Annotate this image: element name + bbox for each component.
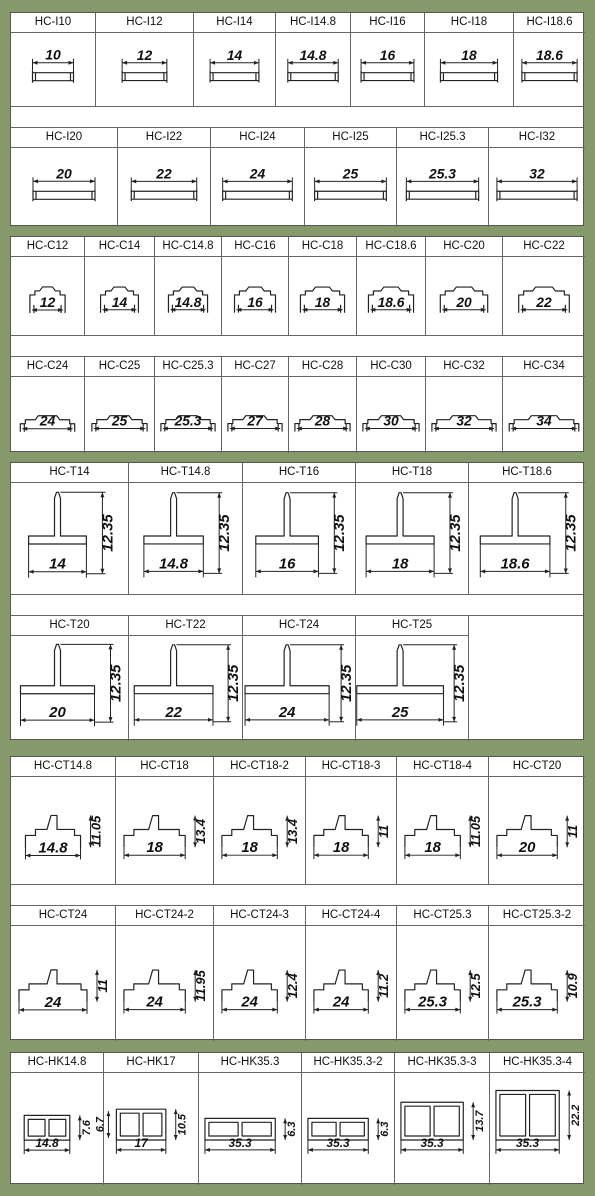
profile-cell xyxy=(115,906,213,1041)
profile-label: HC-C14 xyxy=(85,237,154,257)
profile-cell xyxy=(117,128,210,227)
profile-cell xyxy=(213,757,305,884)
profile-drawing xyxy=(11,483,128,594)
profile-label: HC-T20 xyxy=(11,616,128,636)
profile-cell xyxy=(425,237,502,335)
profile-drawing xyxy=(305,148,396,227)
profile-label: HC-C24 xyxy=(11,357,84,377)
profile-cell xyxy=(468,463,585,594)
i-profile-shape xyxy=(122,71,167,83)
dimension-label: 20 xyxy=(456,293,472,310)
dimension-label: 7.6 xyxy=(80,1120,93,1136)
profile-cell xyxy=(502,357,585,453)
profile-drawing xyxy=(116,926,213,1041)
dimension-label: 18 xyxy=(461,46,477,63)
dimension-label: 14 xyxy=(49,555,66,573)
dimension-label: 6.3 xyxy=(379,1121,392,1137)
profile-cell xyxy=(84,237,154,335)
profile-label: HC-C28 xyxy=(289,357,356,377)
profile-label: HC-CT18-3 xyxy=(306,757,396,777)
dimension-label: 12.35 xyxy=(107,664,125,703)
profile-drawing xyxy=(514,33,585,106)
profile-label: HC-C22 xyxy=(503,237,585,257)
profile-label: HC-T18 xyxy=(356,463,468,483)
profile-label: HC-T16 xyxy=(243,463,355,483)
profile-cell xyxy=(489,1053,585,1185)
dimension-label: 18 xyxy=(314,294,331,310)
dimension-label: 24 xyxy=(241,994,258,1011)
profile-drawing xyxy=(11,636,128,741)
profile-drawing xyxy=(289,377,356,453)
dimension-label: 34 xyxy=(536,412,552,429)
profile-drawing xyxy=(395,1073,489,1185)
profile-label: HC-I22 xyxy=(118,128,210,148)
profile-label: HC-HK35.3-3 xyxy=(395,1053,489,1073)
profile-cell xyxy=(242,463,355,594)
dimension-label: 11.05 xyxy=(88,815,104,848)
profile-label: HC-I24 xyxy=(211,128,304,148)
profile-label: HC-I14.8 xyxy=(276,13,350,33)
profile-label: HC-I25.3 xyxy=(397,128,488,148)
profile-cell xyxy=(425,357,502,453)
profile-cell xyxy=(301,1053,394,1185)
profile-cell xyxy=(210,128,304,227)
t-profile-row xyxy=(11,615,583,741)
dimension-label: 24 xyxy=(146,994,163,1011)
i-profile-shape xyxy=(223,189,293,201)
profile-label: HC-C14.8 xyxy=(155,237,221,257)
profile-cell xyxy=(198,1053,301,1185)
dimension-label: 11.95 xyxy=(193,970,209,1002)
row-spacer xyxy=(11,884,583,906)
profile-label: HC-C30 xyxy=(357,357,425,377)
dimension-label: 14.8 xyxy=(38,839,68,857)
dimension-label: 12.35 xyxy=(339,664,356,702)
profile-cell xyxy=(154,237,221,335)
profile-cell xyxy=(11,616,128,741)
i-profile-shape xyxy=(33,189,95,201)
profile-cell xyxy=(305,757,396,884)
profile-drawing xyxy=(214,777,305,884)
dimension-label: 25 xyxy=(111,413,128,429)
profile-drawing xyxy=(11,926,115,1041)
hk-profile-shape xyxy=(401,1102,463,1140)
dimension-label: 11 xyxy=(376,824,392,839)
profile-cell xyxy=(221,237,288,335)
profile-cell xyxy=(221,357,288,453)
profile-drawing xyxy=(85,377,154,453)
dimension-label: 18 xyxy=(424,840,441,857)
profile-label: HC-CT14.8 xyxy=(11,757,115,777)
profile-drawing xyxy=(11,377,84,453)
dimension-label: 18.6 xyxy=(377,294,405,310)
profile-drawing xyxy=(199,1073,301,1185)
profile-cell xyxy=(11,13,95,106)
profile-label: HC-C27 xyxy=(222,357,288,377)
hk-profile-shape xyxy=(496,1091,559,1140)
c-profile-panel xyxy=(10,236,584,452)
dimension-label: 24 xyxy=(332,994,350,1011)
dimension-label: 14.8 xyxy=(174,294,202,310)
profile-drawing xyxy=(490,1073,585,1185)
profile-label: HC-T18.6 xyxy=(469,463,585,483)
profile-label: HC-C25 xyxy=(85,357,154,377)
dimension-label: 12.5 xyxy=(468,973,484,999)
profile-label: HC-I18 xyxy=(425,13,513,33)
profile-drawing xyxy=(503,377,585,453)
dimension-label: 12.35 xyxy=(217,514,234,552)
t-profile-panel xyxy=(10,462,584,740)
dimension-label: 14.8 xyxy=(35,1136,59,1151)
profile-label: HC-C25.3 xyxy=(155,357,221,377)
profile-cell xyxy=(95,13,193,106)
i-profile-shape xyxy=(361,71,414,83)
profile-cell xyxy=(128,463,242,594)
profile-label: HC-HK17 xyxy=(104,1053,198,1073)
profile-drawing xyxy=(214,926,305,1041)
dimension-label: 18.6 xyxy=(500,556,530,573)
profile-label: HC-C18.6 xyxy=(357,237,425,257)
profile-label: HC-CT18-4 xyxy=(397,757,488,777)
profile-cell xyxy=(94,1053,198,1185)
profile-cell xyxy=(355,616,468,741)
profile-label: HC-CT18 xyxy=(116,757,213,777)
profile-label: HC-T24 xyxy=(243,616,355,636)
profile-drawing xyxy=(194,33,275,106)
profile-cell xyxy=(488,757,585,884)
dimension-label: 24 xyxy=(278,704,296,721)
profile-drawing xyxy=(302,1073,394,1185)
profile-label: HC-T14.8 xyxy=(129,463,242,483)
dimension-label: 12 xyxy=(39,293,56,310)
profile-cell xyxy=(11,128,117,227)
profile-drawing xyxy=(243,636,355,741)
profile-drawing xyxy=(426,257,502,335)
profile-cell xyxy=(11,237,84,335)
profile-cell xyxy=(396,757,488,884)
dimension-label: 12.35 xyxy=(332,514,349,552)
profile-cell xyxy=(356,357,425,453)
dimension-label: 18 xyxy=(391,556,409,573)
i-profile-shape xyxy=(33,71,74,83)
dimension-label: 12.35 xyxy=(99,514,117,552)
profile-cell xyxy=(193,13,275,106)
profile-cell xyxy=(213,906,305,1041)
dimension-label: 13.4 xyxy=(285,818,301,844)
row-spacer xyxy=(11,335,583,357)
dimension-label: 24 xyxy=(39,412,56,429)
profile-drawing xyxy=(357,257,425,335)
profile-cell xyxy=(154,357,221,453)
dimension-label: 16 xyxy=(247,294,263,310)
profile-cell xyxy=(356,237,425,335)
profile-drawing xyxy=(155,377,221,453)
profile-label: HC-HK35.3-4 xyxy=(490,1053,585,1073)
dimension-label: 12 xyxy=(136,46,153,63)
profile-cell xyxy=(115,757,213,884)
dimension-label: 12.35 xyxy=(563,514,580,552)
i-profile-shape xyxy=(522,71,577,83)
dimension-label: 12.35 xyxy=(226,664,243,702)
profile-label: HC-CT24-4 xyxy=(306,906,396,926)
t-profile-shape xyxy=(357,645,444,694)
profile-drawing xyxy=(503,257,585,335)
profile-drawing xyxy=(243,483,355,594)
ct-profile-panel xyxy=(10,756,584,1040)
profile-label: HC-C32 xyxy=(426,357,502,377)
profile-cell xyxy=(304,128,396,227)
profile-drawing xyxy=(306,777,396,884)
dimension-label: 32 xyxy=(456,412,472,429)
profile-cell xyxy=(242,616,355,741)
t-profile-shape xyxy=(21,644,95,693)
i-profile-row xyxy=(11,13,583,106)
dimension-label: 14.8 xyxy=(299,46,327,63)
hk-profile-panel xyxy=(10,1052,584,1184)
i-profile-shape xyxy=(406,189,478,201)
profile-label: HC-HK35.3 xyxy=(199,1053,301,1073)
dimension-label: 11.05 xyxy=(468,815,484,848)
dimension-label: 11.2 xyxy=(376,973,392,998)
profile-label: HC-I10 xyxy=(11,13,95,33)
profile-drawing xyxy=(489,148,585,227)
profile-drawing xyxy=(116,777,213,884)
profile-drawing xyxy=(85,257,154,335)
dimension-label: 11 xyxy=(565,824,581,839)
dimension-label: 12.35 xyxy=(447,514,464,552)
profile-drawing xyxy=(222,377,288,453)
profile-cell xyxy=(396,128,488,227)
profile-label: HC-CT24-3 xyxy=(214,906,305,926)
profile-label: HC-CT24-2 xyxy=(116,906,213,926)
profile-cell xyxy=(275,13,350,106)
dimension-label: 35.3 xyxy=(228,1135,252,1150)
dimension-label: 20 xyxy=(56,165,72,182)
dimension-label: 18 xyxy=(332,840,350,857)
profile-drawing xyxy=(11,148,117,227)
profile-drawing xyxy=(211,148,304,227)
profile-cell xyxy=(396,906,488,1041)
profile-label: HC-C20 xyxy=(426,237,502,257)
profile-drawing xyxy=(222,257,288,335)
dimension-label: 14.8 xyxy=(159,556,189,573)
profile-drawing xyxy=(118,148,210,227)
dimension-label: 11 xyxy=(95,979,110,993)
dimension-label: 18.6 xyxy=(536,47,563,63)
dimension-label: 25.3 xyxy=(512,994,542,1011)
profile-drawing xyxy=(306,926,396,1041)
profile-drawing xyxy=(129,636,242,741)
profile-cell xyxy=(11,463,128,594)
profile-drawing xyxy=(351,33,424,106)
profile-cell xyxy=(394,1053,489,1185)
dimension-label: 20 xyxy=(49,704,66,722)
profile-drawing xyxy=(469,483,585,594)
profile-drawing xyxy=(489,926,585,1041)
dimension-label: 25.3 xyxy=(174,413,202,429)
profile-label: HC-I25 xyxy=(305,128,396,148)
dimension-label: 10 xyxy=(45,46,61,63)
profile-drawing xyxy=(289,257,356,335)
dimension-label: 16 xyxy=(278,556,296,573)
t-profile-shape xyxy=(256,493,319,544)
profile-cell xyxy=(11,1053,103,1185)
hk-profile-row xyxy=(11,1053,583,1185)
profile-drawing xyxy=(397,148,488,227)
profile-label: HC-C16 xyxy=(222,237,288,257)
t-profile-shape xyxy=(245,645,329,694)
profile-cell xyxy=(288,237,356,335)
i-profile-row xyxy=(11,127,583,227)
profile-label: HC-C34 xyxy=(503,357,585,377)
profile-cell xyxy=(424,13,513,106)
profile-label: HC-I14 xyxy=(194,13,275,33)
dimension-label: 25.3 xyxy=(418,994,448,1011)
dimension-label: 35.3 xyxy=(326,1135,350,1150)
profile-drawing xyxy=(11,33,95,106)
profile-cell xyxy=(502,237,585,335)
profile-label: HC-C12 xyxy=(11,237,84,257)
i-profile-shape xyxy=(288,71,338,83)
i-profile-shape xyxy=(440,71,497,83)
dimension-label: 12.4 xyxy=(285,973,301,999)
profile-cell xyxy=(350,13,424,106)
c-profile-row xyxy=(11,237,583,335)
c-profile-row xyxy=(11,356,583,453)
dimension-label: 13.4 xyxy=(192,818,208,844)
dimension-label: 22 xyxy=(165,704,182,721)
dimension-label: 10.9 xyxy=(565,973,581,999)
profile-label: HC-HK35.3-2 xyxy=(302,1053,394,1073)
dimension-label: 18 xyxy=(241,840,258,857)
dimension-label: 17 xyxy=(134,1135,148,1150)
dimension-label: 28 xyxy=(314,413,331,429)
dimension-label: 35.3 xyxy=(516,1135,540,1150)
row-spacer xyxy=(11,594,583,616)
t-profile-row xyxy=(11,463,583,594)
dimension-label: 35.3 xyxy=(420,1135,444,1150)
dimension-label: 22 xyxy=(536,293,552,310)
i-profile-shape xyxy=(315,189,387,201)
profile-cell xyxy=(11,357,84,453)
profile-cell xyxy=(128,616,242,741)
ct-profile-row xyxy=(11,905,583,1041)
dimension-label: 30 xyxy=(383,413,399,429)
profile-drawing xyxy=(11,257,84,335)
dimension-label: 22 xyxy=(156,165,172,182)
i-profile-panel xyxy=(10,12,584,226)
dimension-label: 14 xyxy=(226,46,243,63)
profile-cell xyxy=(11,906,115,1041)
profile-label: HC-I12 xyxy=(96,13,193,33)
dimension-label: 13.7 xyxy=(474,1110,487,1132)
dimension-label: 20 xyxy=(518,840,536,857)
profile-drawing xyxy=(94,1073,198,1185)
profile-drawing xyxy=(155,257,221,335)
profile-label: HC-T25 xyxy=(356,616,468,636)
t-profile-shape xyxy=(134,645,213,694)
profile-label: HC-I20 xyxy=(11,128,117,148)
profile-drawing xyxy=(397,926,488,1041)
profile-cell xyxy=(84,357,154,453)
empty-cell xyxy=(468,616,585,741)
dimension-label: 6.7 xyxy=(94,1117,107,1133)
ct-profile-row xyxy=(11,757,583,884)
profile-cell xyxy=(513,13,585,106)
profile-label: HC-CT25.3-2 xyxy=(489,906,585,926)
i-profile-shape xyxy=(131,189,196,201)
dimension-label: 6.3 xyxy=(286,1121,299,1137)
t-profile-shape xyxy=(366,493,434,544)
profile-label: HC-I18.6 xyxy=(514,13,585,33)
profile-drawing xyxy=(356,636,468,741)
profile-label: HC-HK14.8 xyxy=(11,1053,103,1073)
profile-label: HC-CT25.3 xyxy=(397,906,488,926)
i-profile-shape xyxy=(210,71,259,83)
t-profile-shape xyxy=(480,493,550,544)
i-profile-shape xyxy=(497,189,577,201)
dimension-label: 16 xyxy=(379,46,396,63)
profile-label: HC-C18 xyxy=(289,237,356,257)
profile-cell xyxy=(488,128,585,227)
profile-drawing xyxy=(397,777,488,884)
profile-drawing xyxy=(356,483,468,594)
dimension-label: 18 xyxy=(146,840,163,857)
profile-label: HC-CT18-2 xyxy=(214,757,305,777)
profile-drawing xyxy=(425,33,513,106)
dimension-label: 24 xyxy=(44,993,62,1011)
profile-label: HC-CT20 xyxy=(489,757,585,777)
profile-drawing xyxy=(489,777,585,884)
t-profile-shape xyxy=(144,493,203,544)
profile-label: HC-T14 xyxy=(11,463,128,483)
dimension-label: 14 xyxy=(111,294,128,310)
profile-drawing xyxy=(276,33,350,106)
profile-drawing xyxy=(11,1073,103,1185)
dimension-label: 27 xyxy=(247,413,263,429)
profile-drawing xyxy=(129,483,242,594)
profile-drawing xyxy=(96,33,193,106)
profile-cell xyxy=(305,906,396,1041)
profile-drawing xyxy=(357,377,425,453)
profile-label: HC-I32 xyxy=(489,128,585,148)
dimension-label: 10.5 xyxy=(176,1114,189,1136)
profile-label: HC-I16 xyxy=(351,13,424,33)
dimension-label: 12.35 xyxy=(452,664,469,702)
profile-label: HC-T22 xyxy=(129,616,242,636)
dimension-label: 25.3 xyxy=(429,165,456,182)
profile-label: HC-CT24 xyxy=(11,906,115,926)
profile-cell xyxy=(11,757,115,884)
profile-cell xyxy=(288,357,356,453)
dimension-label: 22.2 xyxy=(570,1104,583,1126)
profile-drawing xyxy=(11,777,115,884)
dimension-label: 25 xyxy=(342,165,359,182)
dimension-label: 32 xyxy=(529,165,545,182)
dimension-label: 24 xyxy=(249,165,266,182)
profile-cell xyxy=(355,463,468,594)
dimension-label: 25 xyxy=(391,704,409,721)
profile-drawing xyxy=(426,377,502,453)
row-spacer xyxy=(11,106,583,128)
t-profile-shape xyxy=(29,492,87,544)
profile-cell xyxy=(488,906,585,1041)
